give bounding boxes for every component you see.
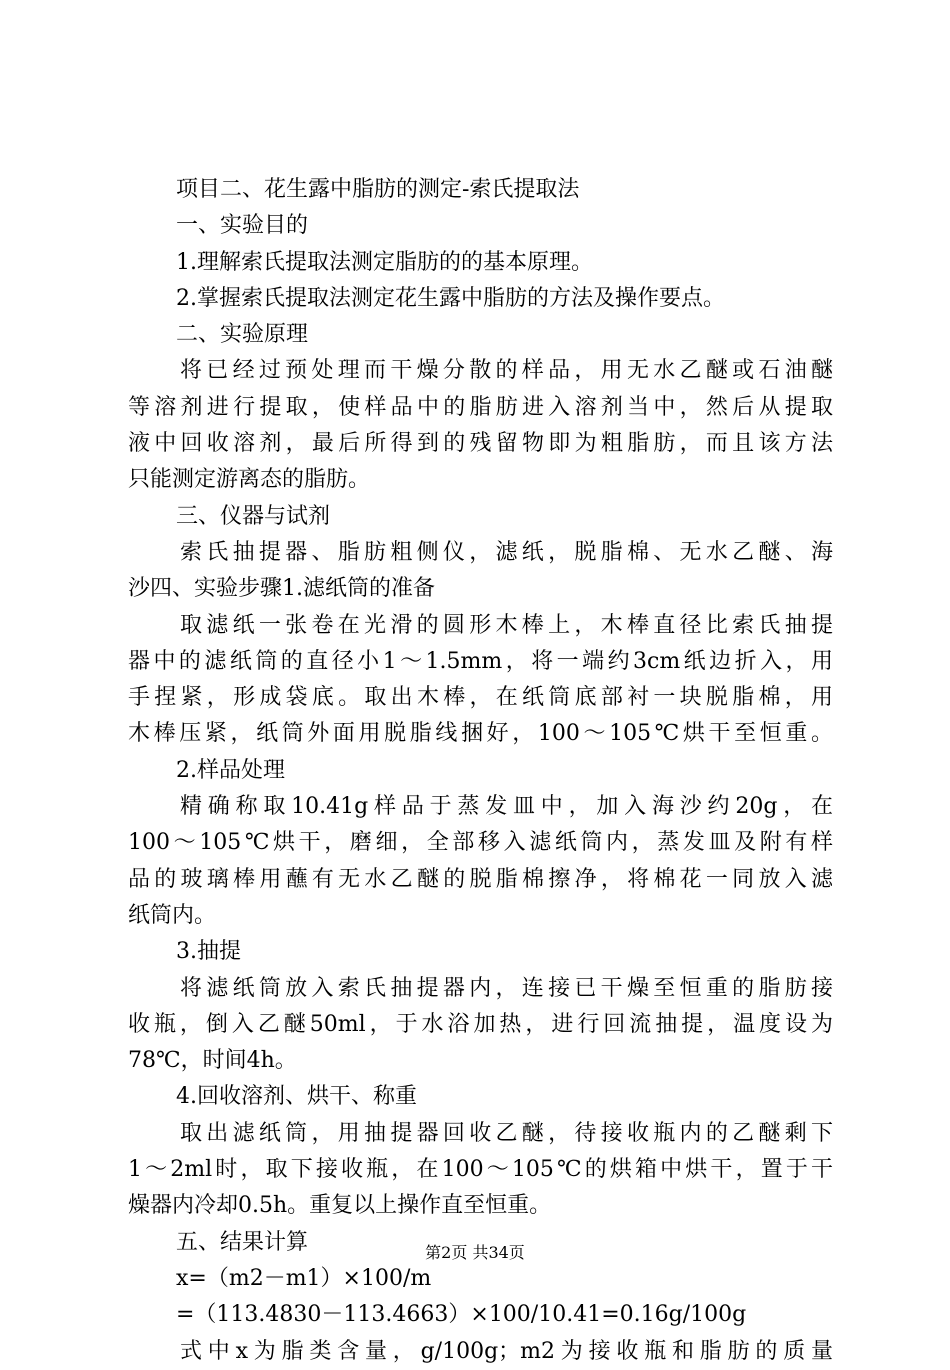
apparatus-paragraph-line: 索氏抽提器、脂肪粗侧仪，滤纸，脱脂棉、无水乙醚、海 (180, 539, 833, 565)
filter-paper-paragraph-line: 手捏紧，形成袋底。取出木棒，在纸筒底部衬一块脱脂棉，用 (128, 685, 833, 711)
section-heading-calculation: 五、结果计算 (176, 1229, 309, 1255)
principle-paragraph-line: 只能测定游离态的脂肪。 (128, 467, 371, 493)
extraction-paragraph-line: 收瓶，倒入乙醚50ml，于水浴加热，进行回流抽提，温度设为 (128, 1011, 833, 1037)
extraction-paragraph-line: 78℃，时间4h。 (128, 1048, 297, 1074)
filter-paper-paragraph-line: 木棒压紧，纸筒外面用脱脂线捆好，100～105℃烘干至恒重。 (128, 721, 833, 747)
extraction-paragraph-line: 将滤纸筒放入索氏抽提器内，连接已干燥至恒重的脂肪接 (180, 975, 833, 1001)
principle-paragraph-line: 液中回收溶剂，最后所得到的残留物即为粗脂肪，而且该方法 (128, 431, 833, 457)
section-heading-objective: 一、实验目的 (176, 213, 309, 239)
page-number-footer: 第2页 共34页 (425, 1243, 525, 1262)
recovery-paragraph-line: 取出滤纸筒，用抽提器回收乙醚，待接收瓶内的乙醚剩下 (180, 1120, 833, 1146)
formula-explanation-line: 式中x为脂类含量，g/100g；m2为接收瓶和脂肪的质量 (180, 1338, 833, 1364)
sample-paragraph-line: 精确称取10.41g样品于蒸发皿中，加入海沙约20g，在 (180, 794, 833, 820)
sample-paragraph-line: 纸筒内。 (128, 902, 217, 928)
project-title: 项目二、花生露中脂肪的测定-索氏提取法 (176, 177, 580, 202)
filter-paper-paragraph-line: 取滤纸一张卷在光滑的圆形木棒上，木棒直径比索氏抽提 (180, 612, 833, 638)
sample-paragraph-line: 100～105℃烘干，磨细，全部移入滤纸筒内，蒸发皿及附有样 (128, 830, 833, 856)
step-heading-extraction: 3.抽提 (176, 939, 241, 965)
step-heading-recovery: 4.回收溶剂、烘干、称重 (176, 1084, 417, 1110)
filter-paper-paragraph-line: 器中的滤纸筒的直径小1～1.5mm，将一端约3cm纸边折入，用 (128, 648, 833, 674)
recovery-paragraph-line: 1～2ml时，取下接收瓶，在100～105℃的烘箱中烘干，置于干 (128, 1157, 833, 1183)
objective-item-1: 1.理解索氏提取法测定脂肪的的基本原理。 (176, 249, 593, 275)
principle-paragraph-line: 将已经过预处理而干燥分散的样品，用无水乙醚或石油醚 (180, 358, 833, 384)
recovery-paragraph-line: 燥器内冷却0.5h。重复以上操作直至恒重。 (128, 1193, 552, 1219)
section-heading-apparatus: 三、仪器与试剂 (176, 503, 331, 529)
principle-paragraph-line: 等溶剂进行提取，使样品中的脂肪进入溶剂当中，然后从提取 (128, 394, 833, 420)
step-heading-sample: 2.样品处理 (176, 757, 285, 783)
formula-line: x=（m2－m1）×100/m (176, 1265, 432, 1291)
formula-line: =（113.4830－113.4663）×100/10.41=0.16g/100g (176, 1302, 747, 1328)
document-body (128, 172, 833, 1370)
apparatus-paragraph-line: 沙四、实验步骤1.滤纸筒的准备 (128, 576, 435, 602)
objective-item-2: 2.掌握索氏提取法测定花生露中脂肪的方法及操作要点。 (176, 285, 725, 311)
section-heading-principle: 二、实验原理 (176, 322, 309, 348)
sample-paragraph-line: 品的玻璃棒用蘸有无水乙醚的脱脂棉擦净，将棉花一同放入滤 (128, 866, 833, 892)
